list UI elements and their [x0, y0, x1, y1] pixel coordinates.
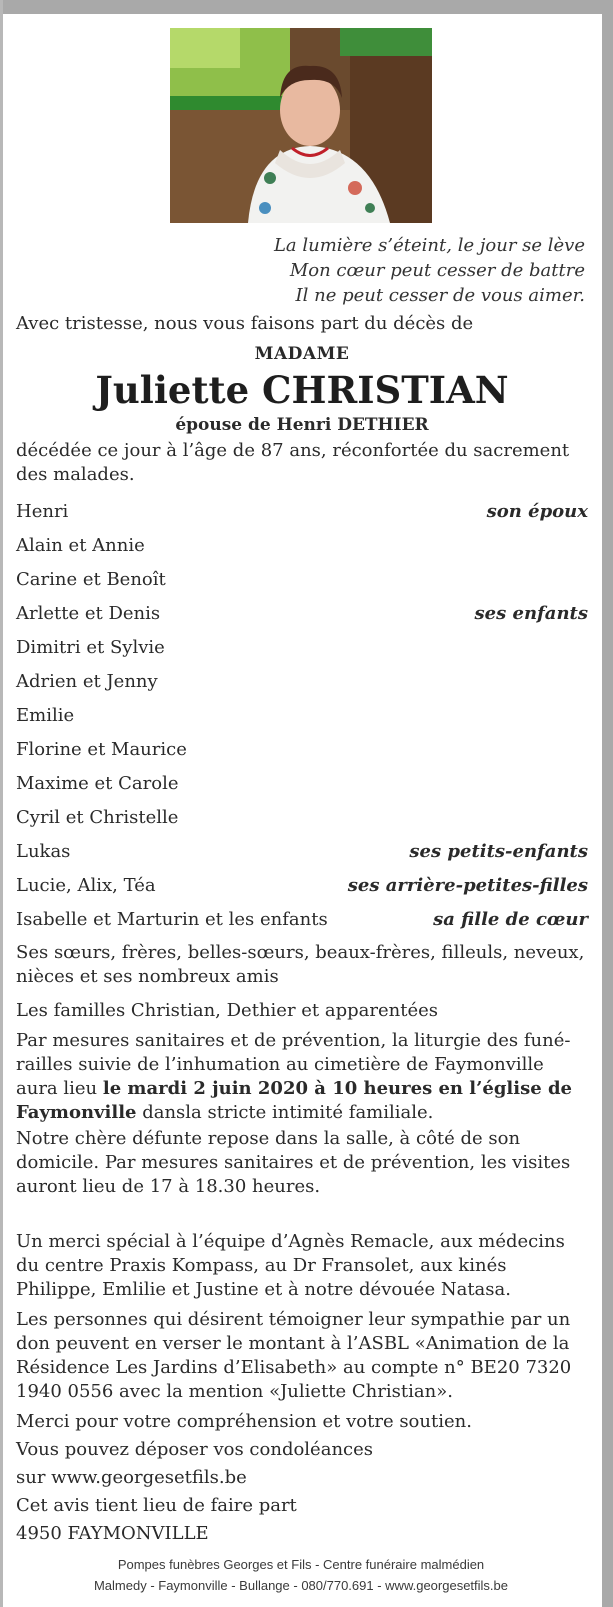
footer-line-1: Pompes funèbres Georges et Fils - Centre funéraire malmédien — [117, 1557, 485, 1572]
poem — [274, 233, 585, 308]
family-role: sa fille de cœur — [433, 909, 588, 930]
left-border — [0, 0, 3, 1607]
location-text: 4950 FAYMONVILLE — [16, 1523, 209, 1544]
family-row — [16, 699, 588, 733]
family-row — [16, 495, 588, 529]
thanks-text: Un merci spécial à l’équipe d’Agnès Remacle, aux médecins du centre Praxis Kompass, au Dr Fransolet, aux kinés Philippe, Emlilie et Justine et à notre dévouée Natasa. — [16, 1231, 565, 1300]
family-names: Alain et Annie — [16, 535, 145, 556]
relatives-text: Ses sœurs, frères, belles-sœurs, beaux-frères, filleuls, neveux, nièces et ses nombreux amis — [16, 942, 585, 987]
family-row — [16, 529, 588, 563]
deceased-name: Juliette CHRISTIAN — [95, 368, 509, 412]
family-names: Carine et Benoît — [16, 569, 166, 590]
family-names: Arlette et Denis — [16, 603, 161, 624]
family-names: Lukas — [16, 841, 71, 862]
family-role: ses enfants — [474, 603, 588, 624]
footer-line-2: Malmedy - Faymonville - Bullange - 080/770.691 - www.georgesetfils.be — [93, 1578, 509, 1593]
poem-line: Mon cœur peut cesser de battre — [289, 260, 585, 281]
family-row — [16, 665, 588, 699]
family-role: ses petits-enfants — [409, 841, 588, 862]
rest-text: Notre chère défunte repose dans la salle, à côté de son domicile. Par mesures sanitaires et de prévention, les visites auront lieu de 17 à 18.30 heures. — [16, 1128, 571, 1197]
family-names: Henri — [16, 501, 69, 522]
spouse-line: épouse de Henri DETHIER — [175, 415, 429, 435]
family-row — [16, 869, 588, 903]
funeral-text-part2: dansla stricte intimité familiale. — [136, 1102, 434, 1123]
right-border — [602, 0, 613, 1607]
title: MADAME — [254, 344, 350, 364]
family-row — [16, 733, 588, 767]
families-text: Les familles Christian, Dethier et apparentées — [16, 1000, 439, 1021]
poem-line: La lumière s’éteint, le jour se lève — [273, 235, 585, 256]
family-row — [16, 835, 588, 869]
family-row — [16, 631, 588, 665]
funeral-date-bold: le mardi 2 juin 2020 à 10 heures en l’église de Faymonville — [16, 1078, 572, 1123]
funeral-text — [16, 1029, 588, 1125]
poem-line: Il ne peut cesser de vous aimer. — [295, 285, 585, 306]
obituary-content — [16, 312, 588, 1546]
family-row — [16, 801, 588, 835]
family-names: Emilie — [16, 705, 75, 726]
family-names: Adrien et Jenny — [16, 671, 158, 692]
family-role: ses arrière-petites-filles — [347, 875, 588, 896]
family-names: Florine et Maurice — [16, 739, 187, 760]
condolences-line-2: sur www.georgesetfils.be — [16, 1467, 247, 1488]
family-names: Isabelle et Marturin et les enfants — [16, 909, 328, 930]
deceased-text: décédée ce jour à l’âge de 87 ans, réconfortée du sacrement des malades. — [16, 440, 570, 485]
family-list — [16, 495, 588, 937]
family-names: Dimitri et Sylvie — [16, 637, 165, 658]
family-row — [16, 903, 588, 937]
merci-text: Merci pour votre compréhension et votre soutien. — [16, 1411, 472, 1432]
donation-text: Les personnes qui désirent témoigner leur sympathie par un don peuvent en verser le montant à l’ASBL «Animation de la Résidence Les Jardins d’Elisabeth» au compte n° BE20 7320 1940 0556 avec la mention «Juliette Christian». — [16, 1309, 572, 1402]
family-row — [16, 597, 588, 631]
funeral-home-footer — [0, 1554, 602, 1596]
family-names: Lucie, Alix, Téa — [16, 875, 156, 896]
intro-text: Avec tristesse, nous vous faisons part du décès de — [16, 313, 474, 334]
family-row — [16, 767, 588, 801]
condolences-line-1: Vous pouvez déposer vos condoléances — [16, 1439, 374, 1460]
family-names: Cyril et Christelle — [16, 807, 179, 828]
portrait-photo — [170, 28, 432, 223]
family-row — [16, 563, 588, 597]
family-names: Maxime et Carole — [16, 773, 179, 794]
top-border — [0, 0, 613, 14]
funeral-text-part1: Par mesures sanitaires et de prévention, la liturgie des funé-railles suivie de l’inhumation au cimetière de Faymonville aura lieu — [16, 1030, 571, 1099]
family-role: son époux — [486, 501, 588, 522]
notice-text: Cet avis tient lieu de faire part — [16, 1495, 297, 1516]
